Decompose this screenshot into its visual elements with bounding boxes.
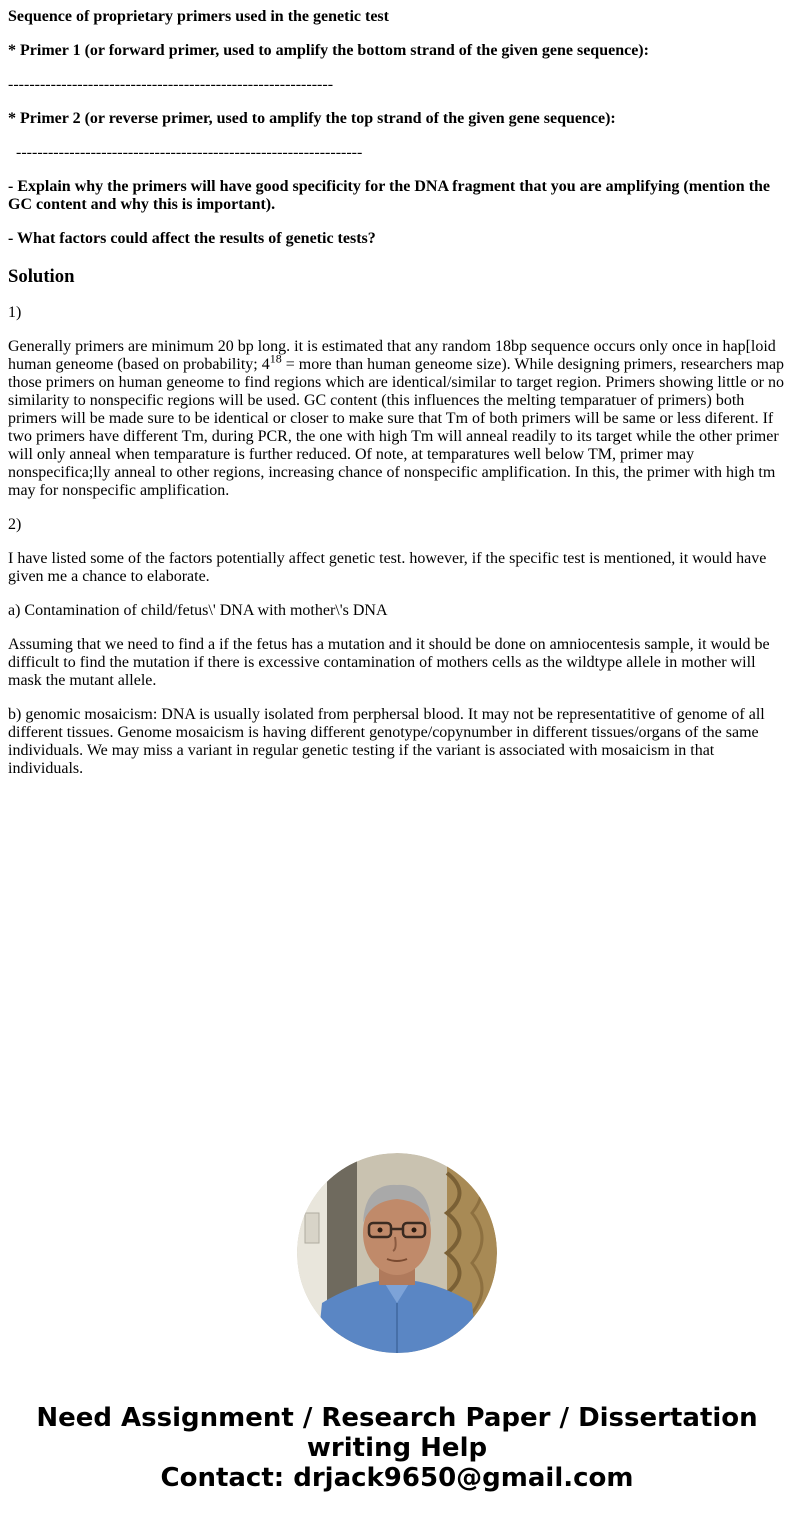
part1-exponent: 18 <box>269 351 282 366</box>
primer2-heading: * Primer 2 (or reverse primer, used to amplify the top strand of the given gene sequence): <box>8 110 616 127</box>
solution-heading: Solution <box>8 266 75 287</box>
question-factors: - What factors could affect the results of genetic tests? <box>8 230 376 247</box>
factor-a-title: a) Contamination of child/fetus\' DNA with mother\'s DNA <box>8 602 388 619</box>
part1-text-b: = more than human geneome size). While designing primers, researchers map those primers on human geneome to find regions which are identical/similar to target region. Primers showing little or no similarity to nonspecific regions will be used. GC content (this influences the melting temparatuer of primers) both primers will be made sure to be identical or closer to make sure that Tm of both primers will be same or less diferent. If two primers have different Tm, during PCR, the one with high Tm will anneal readily to its target while the other primer will only anneal when temparature is further reduced. Of note, at temparatures well below TM, primer may nonspecifica;lly anneal to other regions, increasing chance of nonspecific amplification. In this, the primer with high tm may for nonspecific amplification. <box>8 356 785 499</box>
part1-text-a: Generally primers are minimum 20 bp long. it is estimated that any random 18bp sequence occurs only once in hap[loid human geneome (based on probability; 4 <box>8 338 776 373</box>
portrait-illustration <box>297 1153 497 1353</box>
author-portrait-icon <box>297 1153 497 1353</box>
footer-line-1: Need Assignment / Research Paper / Dissertation <box>36 1403 758 1433</box>
factor-a-text: Assuming that we need to find a if the fetus has a mutation and it should be done on amniocentesis sample, it would be difficult to find the mutation if there is excessive contamination of mothers cells as the wildtype allele in mother will mask the mutant allele. <box>8 636 770 689</box>
footer-contact: Contact: drjack9650@gmail.com <box>160 1463 634 1493</box>
part1-paragraph <box>8 338 786 500</box>
question-specificity: - Explain why the primers will have good specificity for the DNA fragment that you are amplifying (mention the GC content and why this is important). <box>8 178 771 213</box>
part2-intro: I have listed some of the factors potentially affect genetic test. however, if the specific test is mentioned, it would have given me a chance to elaborate. <box>8 550 767 585</box>
part2-label: 2) <box>8 516 22 533</box>
factor-b-text: b) genomic mosaicism: DNA is usually isolated from perphersal blood. It may not be representatitive of genome of all different tissues. Genome mosaicism is having different genotype/copynumber in different tissues/organs of the same individuals. We may miss a variant in regular genetic testing if the variant is associated with mosaicism in that individuals. <box>8 706 765 777</box>
part1-label: 1) <box>8 304 22 321</box>
document-body <box>8 8 786 794</box>
primer1-blank-line: ------------------------------------------------------------- <box>8 76 334 93</box>
footer-line-2: writing Help <box>306 1433 488 1463</box>
question-title: Sequence of proprietary primers used in the genetic test <box>8 8 389 25</box>
primer1-heading: * Primer 1 (or forward primer, used to amplify the bottom strand of the given gene sequence): <box>8 42 649 59</box>
footer-banner <box>0 1403 794 1493</box>
primer2-blank-line: ----------------------------------------------------------------- <box>16 144 363 161</box>
